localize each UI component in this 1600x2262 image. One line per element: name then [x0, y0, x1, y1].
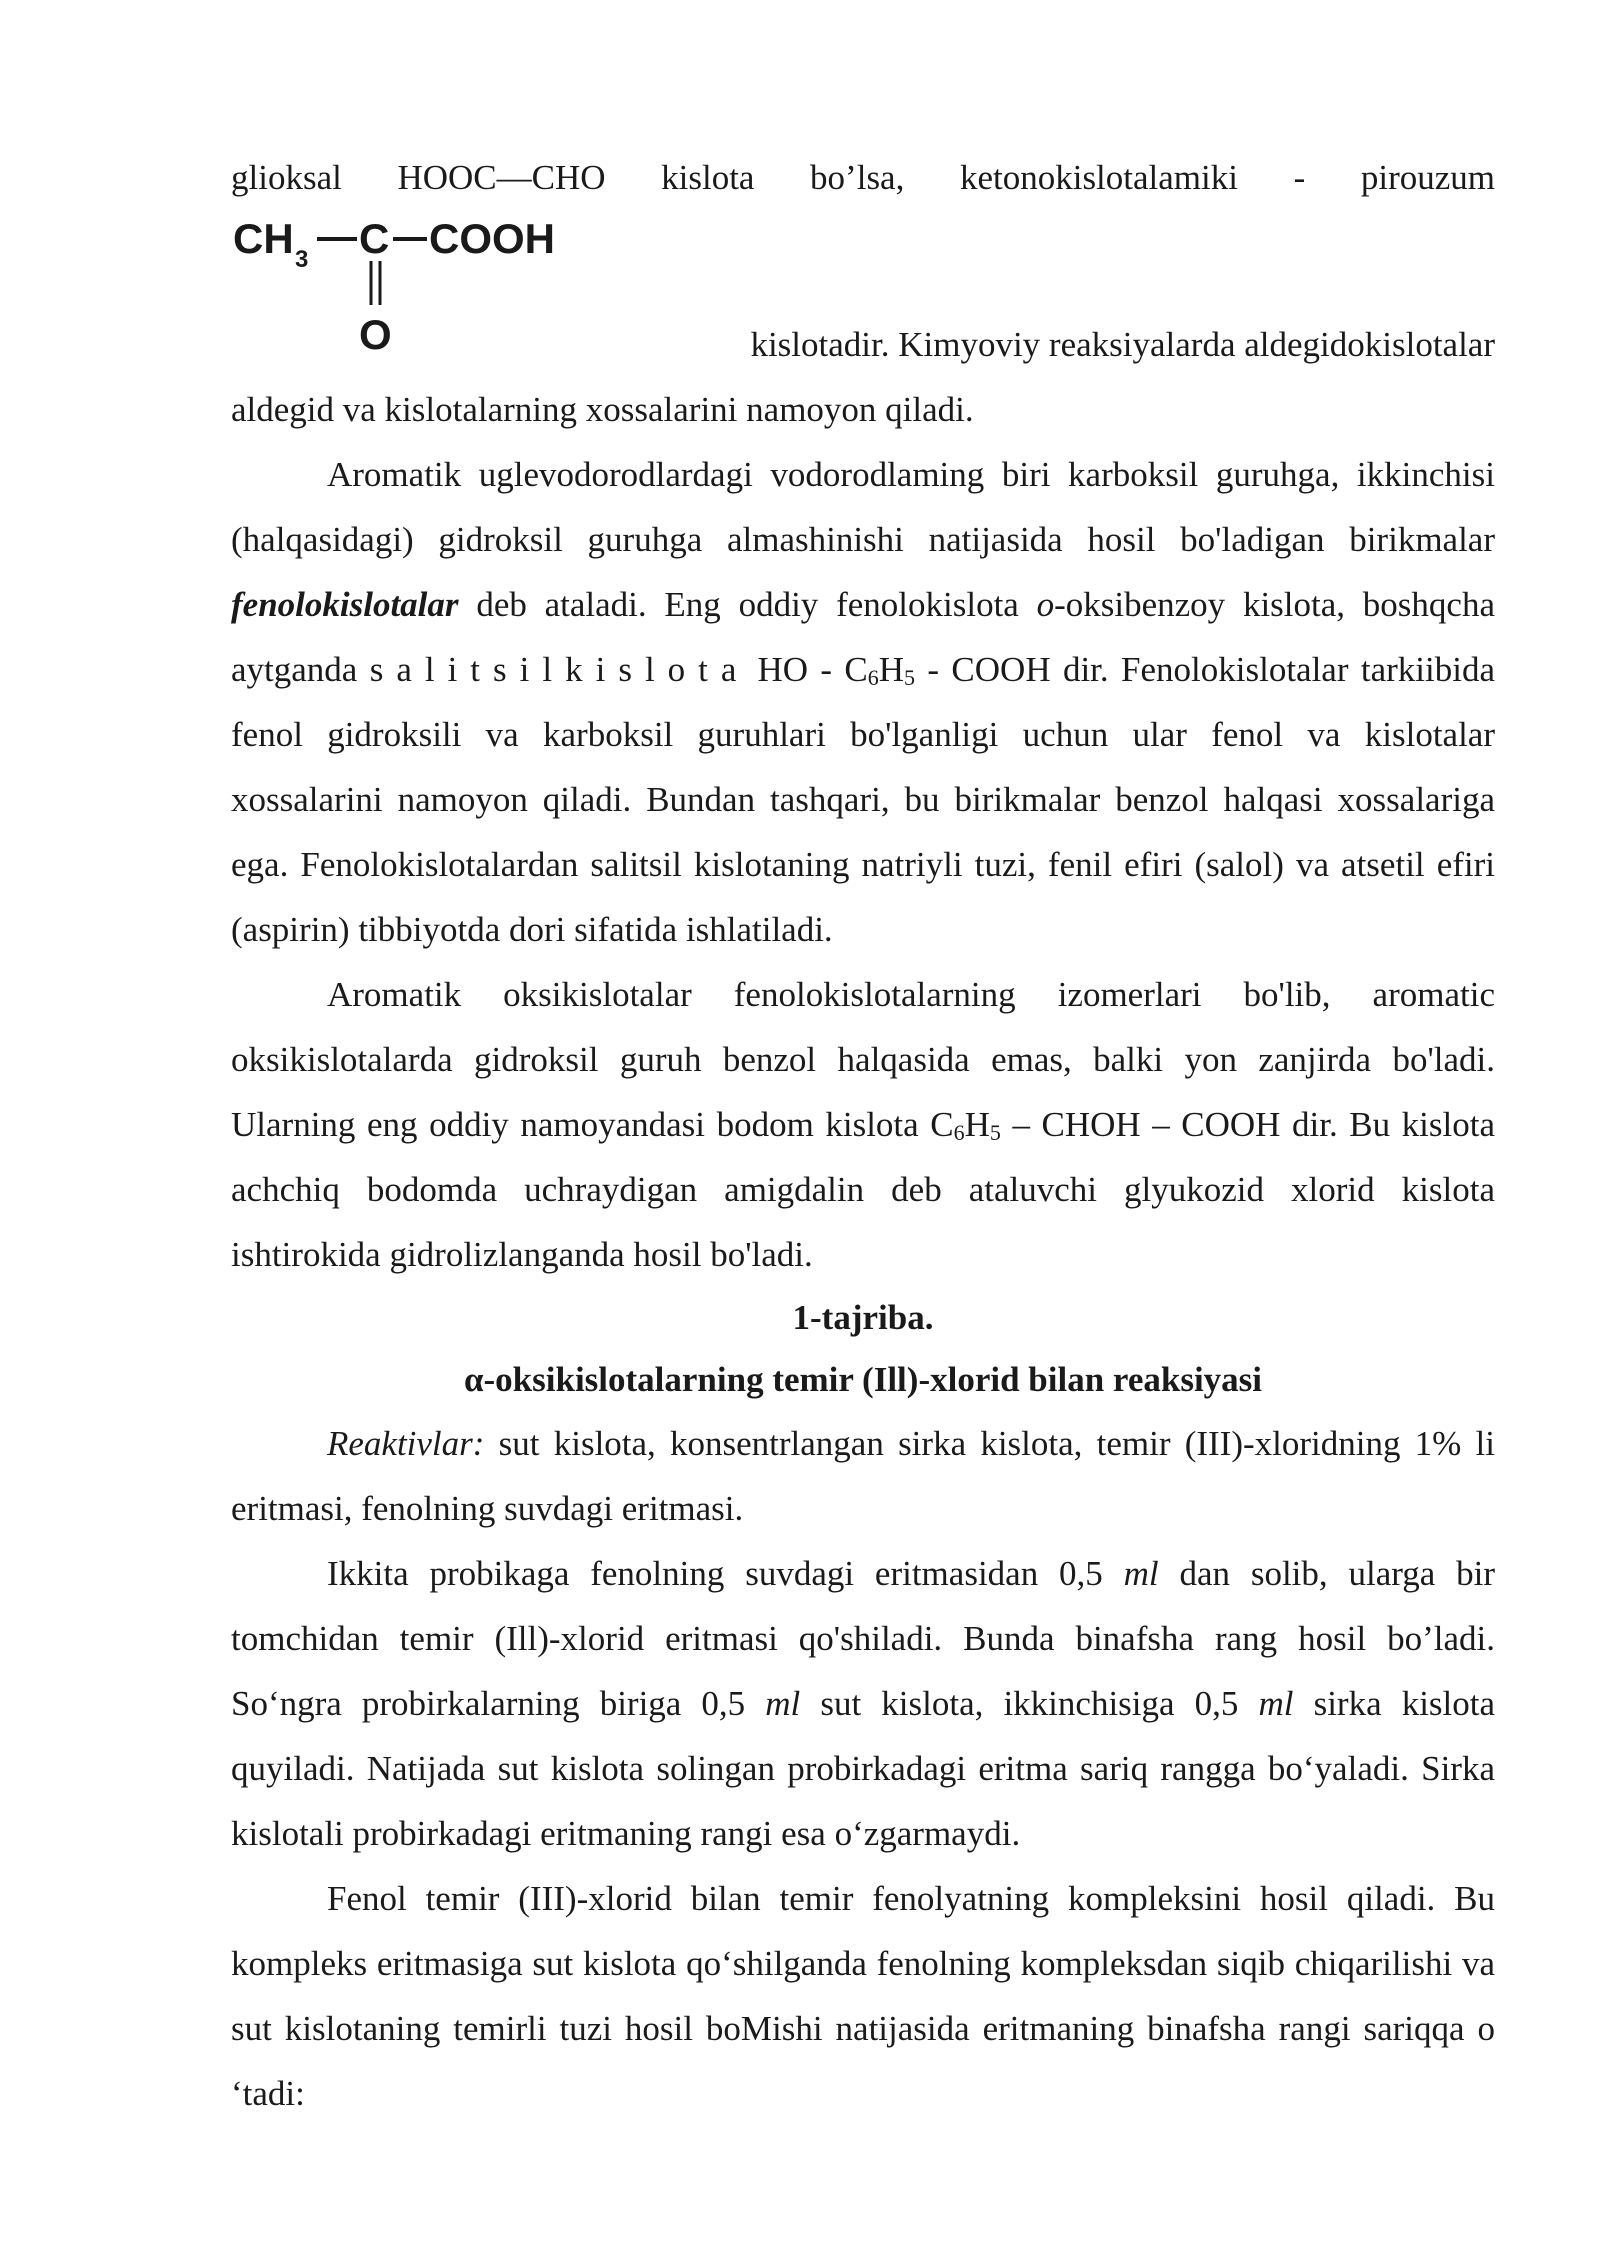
p1-text-b: deb ataladi. Eng oddiy fenolokislota: [476, 585, 1019, 624]
p1-sub6: 6: [867, 665, 879, 690]
reagents-text: sut kislota, konsentrlangan sirka kislota, temir (III)-xloridning 1% li eritmasi, fenolning suvdagi eritmasi.: [231, 1424, 1495, 1528]
p3-text-b: dan solib, ularga bir tomchidan temir (Ill)-xlorid eritmasi qo'shiladi. Bunda binafsha rang hosil bo’ladi. So‘ngra probirkalarning biriga 0,5: [231, 1554, 1496, 1723]
p1-text: Aromatik uglevodorodlardagi vodorodlaming biri karboksil guruhga, ikkinchisi (halqasidagi) gidroksil guruhga almashinishi natijasida hosil bo'ladigan birikmalar: [231, 455, 1495, 559]
p2-formula-h: H: [964, 1105, 990, 1144]
paragraph-aromatic-oxyacids: [231, 962, 1495, 1287]
experiment-title: α-oksikislotalarning temir (Ill)-xlorid bilan reaksiyasi: [463, 1360, 1263, 1399]
p2-text-a: Aromatik oksikislotalar fenolokislotalarning izomerlari bo'lib, aromatic oksikislotalarda gidroksil guruh benzol halqasida emas, balki yon zanjirda bo'ladi. Ularning eng oddiy namoyandasi bodom kislota C: [231, 975, 1495, 1144]
unit-ml-1: ml: [1123, 1554, 1159, 1593]
paragraph-procedure: [231, 1541, 1495, 1866]
p3-text-c: sut kislota, ikkinchisiga 0,5: [820, 1684, 1239, 1723]
term-fenolokislotalar: fenolokislotalar: [231, 585, 459, 624]
p1-sub5: 5: [904, 665, 916, 690]
p2-text-c: – CHOH – COOH dir. Bu kislota achchiq bodomda uchraydigan amigdalin deb ataluvchi glyukozid xlorid kislota ishtirokida gidrolizlanganda hosil bo'ladi.: [231, 1105, 1495, 1274]
formula-intro-line: glioksal HOOC—CHO kislota bo’lsa, ketonokislotalamiki - pirouzum: [231, 158, 1495, 197]
formula-conclusion: aldegid va kislotalarning xossalarini namoyon qiladi.: [231, 390, 974, 429]
struct-ch-label: CH: [233, 215, 294, 262]
p1-text-f: - COOH dir. Fenolokislotalar tarkiibida fenol gidroksili va karboksil guruhlari bo'lganligi uchun ular fenol va kislotalar xossalarini namoyon qiladi. Bundan tashqari, bu birikmalar benzol halqasi xossalariga ega. Fenolokislotalardan salitsil kislotaning natriyli tuzi, fenil efiri (salol) va atsetil efiri (aspirin) tibbiyotda dori sifatida ishlatiladi.: [231, 650, 1495, 949]
p1-formula-a: HO - C: [757, 650, 868, 689]
p2-sub6: 6: [953, 1120, 965, 1145]
paragraph-reagents: [231, 1411, 1495, 1541]
unit-ml-2: ml: [765, 1684, 801, 1723]
p2-sub5: 5: [989, 1120, 1001, 1145]
p1-text-c: -oksibenzoy kislota, boshqcha aytganda: [231, 585, 1496, 689]
p3-text-d: sirka kislota quyiladi. Natijada sut kislota solingan probirkadagi eritma sariq rangga bo‘yaladi. Sirka kislotali probirkadagi eritmaning rangi esa o‘zgarmaydi.: [231, 1684, 1496, 1853]
struct-o-label: O: [359, 311, 392, 358]
page-content: [231, 145, 1495, 2126]
struct-cooh-label: COOH: [429, 215, 555, 262]
formula-block: [231, 145, 1495, 377]
struct-sub3-label: 3: [295, 246, 309, 273]
p1-formula-h: H: [878, 650, 905, 689]
salicylic-spaced: salitsilkislota: [369, 650, 750, 689]
unit-ml-3: ml: [1258, 1684, 1294, 1723]
formula-trailing-text: kislotadir. Kimyoviy reaksiyalarda aldegidokislotalar: [750, 325, 1495, 364]
ortho-prefix: o: [1036, 585, 1055, 624]
paragraph-phenolic-acids: [231, 442, 1495, 962]
reagents-label: Reaktivlar:: [327, 1424, 485, 1463]
experiment-heading: 1-tajriba.: [792, 1298, 934, 1337]
p3-text-a: Ikkita probikaga fenolning suvdagi eritmasidan 0,5: [327, 1554, 1103, 1593]
paragraph-explanation: Fenol temir (III)-xlorid bilan temir fenolyatning kompleksini hosil qiladi. Bu kompleks eritmasiga sut kislota qo‘shilganda fenolning kompleksdan siqib chiqarilishi va sut kislotaning temirli tuzi hosil boMishi natijasida eritmaning binafsha rangi sariqqa o ‘tadi:: [231, 1879, 1495, 2113]
struct-c-label: C: [359, 215, 390, 262]
